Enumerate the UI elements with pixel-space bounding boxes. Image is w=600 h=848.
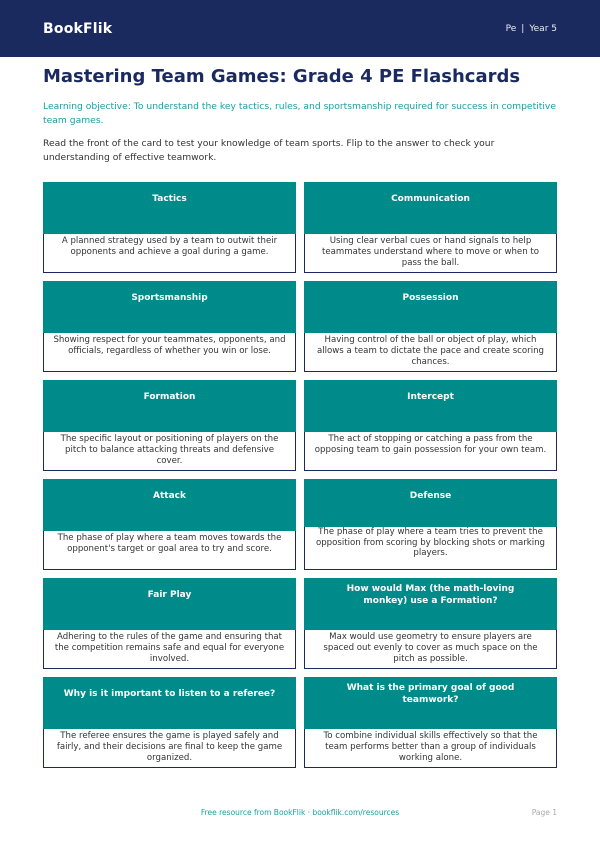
flashcard[interactable] — [43, 578, 296, 669]
flashcard[interactable] — [304, 578, 557, 669]
card-back: Using clear verbal cues or hand signals to help teammates understand where to move or when to pass the ball. — [304, 234, 557, 273]
card-back: Max would use geometry to ensure players are spaced out evenly to cover as much space on the pitch as possible. — [304, 630, 557, 669]
flashcard[interactable] — [304, 182, 557, 273]
card-front: Attack — [43, 479, 296, 531]
subject-label: Pe — [505, 23, 517, 34]
page-title: Mastering Team Games: Grade 4 PE Flashcards — [43, 66, 521, 87]
flashcard[interactable] — [43, 281, 296, 372]
card-back: The referee ensures the game is played safely and fairly, and their decisions are final to keep the game organized. — [43, 729, 296, 768]
card-front: Sportsmanship — [43, 281, 296, 333]
brand-logo[interactable]: BookFlik — [43, 20, 113, 37]
flashcard[interactable] — [304, 677, 557, 768]
card-front: Fair Play — [43, 578, 296, 630]
card-front: What is the primary goal of good teamwork? — [304, 677, 557, 729]
card-back: The act of stopping or catching a pass from the opposing team to gain possession for your own team. — [304, 432, 557, 471]
header-separator: | — [521, 23, 525, 34]
card-back: The phase of play where a team moves towards the opponent's target or goal area to try and score. — [43, 531, 296, 570]
card-front: Formation — [43, 380, 296, 432]
header-bar — [0, 0, 600, 57]
page-number: Page 1 — [531, 808, 557, 817]
flashcard-grid — [43, 182, 557, 768]
flashcard[interactable] — [43, 380, 296, 471]
card-front: Intercept — [304, 380, 557, 432]
grade-label: Year 5 — [529, 23, 557, 34]
card-front: Tactics — [43, 182, 296, 234]
card-front: Communication — [304, 182, 557, 234]
flashcard[interactable] — [43, 479, 296, 570]
flashcard[interactable] — [43, 677, 296, 768]
learning-objective: Learning objective: To understand the key tactics, rules, and sportsmanship required for success in competitive team games. — [43, 101, 556, 126]
card-front: Possession — [304, 281, 557, 333]
flashcard[interactable] — [304, 479, 557, 570]
footer-credit[interactable]: Free resource from BookFlik · bookflik.com/resources — [200, 808, 400, 817]
card-back: To combine individual skills effectively so that the team performs better than a group of individuals working alone. — [304, 729, 557, 768]
card-front: How would Max (the math-loving monkey) use a Formation? — [304, 578, 557, 630]
flashcard[interactable] — [304, 281, 557, 372]
card-front: Why is it important to listen to a referee? — [43, 677, 296, 729]
intro-text: Read the front of the card to test your knowledge of team sports. Flip to the answer to check your understanding of effective teamwork. — [43, 138, 495, 163]
card-back: A planned strategy used by a team to outwit their opponents and achieve a goal during a game. — [43, 234, 296, 273]
card-front: Defense — [304, 479, 557, 531]
flashcard[interactable] — [304, 380, 557, 471]
card-back: Having control of the ball or object of play, which allows a team to dictate the pace and create scoring chances. — [304, 333, 557, 372]
card-back: The phase of play where a team tries to prevent the opposition from scoring by blocking shots or marking players. — [304, 527, 557, 570]
card-back: The specific layout or positioning of players on the pitch to balance attacking threats and defensive cover. — [43, 432, 296, 471]
card-back: Showing respect for your teammates, opponents, and officials, regardless of whether you win or lose. — [43, 333, 296, 372]
card-back: Adhering to the rules of the game and ensuring that the competition remains safe and equal for everyone involved. — [43, 630, 296, 669]
header-meta — [506, 24, 557, 34]
flashcard[interactable] — [43, 182, 296, 273]
